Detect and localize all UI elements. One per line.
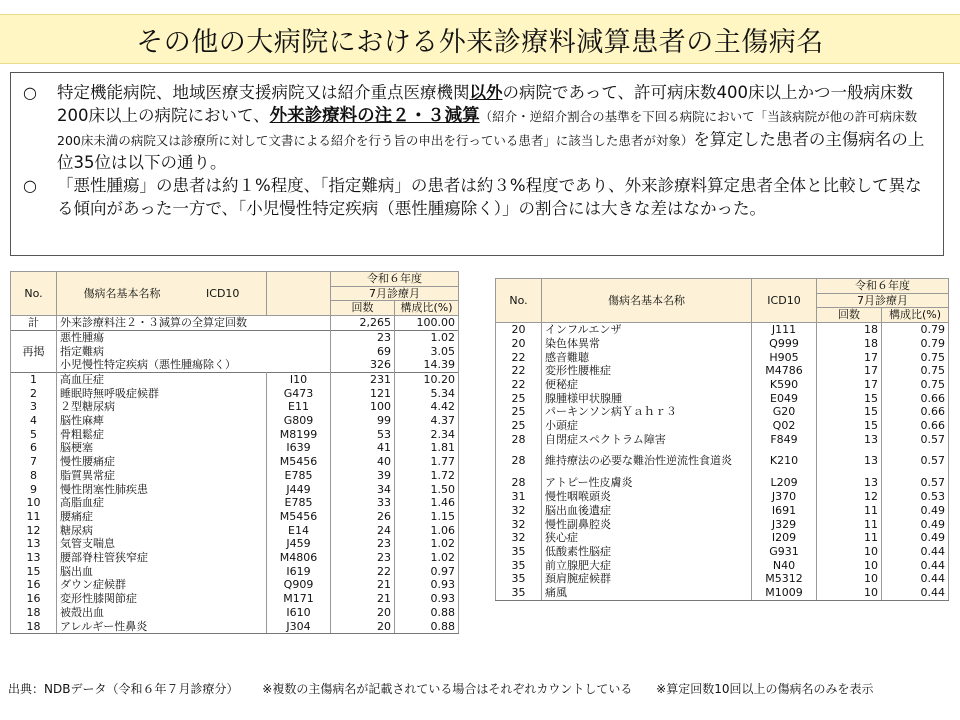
row-icd: J449 xyxy=(267,483,331,497)
row-ratio: 4.37 xyxy=(395,414,459,428)
row-no: 9 xyxy=(11,483,57,497)
row-icd: G931 xyxy=(752,545,817,559)
row-name: 痛風 xyxy=(542,586,752,600)
table-row xyxy=(11,606,459,620)
row-name: 骨粗鬆症 xyxy=(57,428,267,442)
row-count: 13 xyxy=(817,446,882,476)
row-count: 10 xyxy=(817,572,882,586)
recap-row xyxy=(11,345,459,359)
row-icd: M8199 xyxy=(267,428,331,442)
table-row xyxy=(11,400,459,414)
row-icd: H905 xyxy=(752,351,817,365)
footer-note-1: ※複数の主傷病名が記載されている場合はそれぞれカウントしている xyxy=(262,682,633,696)
header-name-label: 傷病名基本名称 xyxy=(83,286,161,300)
summary-row xyxy=(11,316,459,331)
row-ratio: 0.88 xyxy=(395,606,459,620)
row-icd: Q999 xyxy=(752,337,817,351)
row-no: 7 xyxy=(11,455,57,469)
row-name: 低酸素性脳症 xyxy=(542,545,752,559)
header-month: 7月診療月 xyxy=(817,293,949,308)
recap-label: 再掲 xyxy=(11,330,57,372)
row-count: 231 xyxy=(331,372,395,386)
table-row xyxy=(496,559,949,573)
row-name: 維持療法の必要な難治性逆流性食道炎 xyxy=(542,446,752,476)
row-ratio: 14.39 xyxy=(395,358,459,372)
row-icd: E785 xyxy=(267,496,331,510)
row-icd: I619 xyxy=(267,565,331,579)
note-text: を算定した患者の主傷病名の上位35位は以下の通り。 xyxy=(57,130,925,172)
table-row xyxy=(496,337,949,351)
row-name: 気管支喘息 xyxy=(57,537,267,551)
row-icd: G20 xyxy=(752,405,817,419)
note-emphasis: 外来診療料の注２・３減算 xyxy=(269,106,480,126)
row-count: 12 xyxy=(817,490,882,504)
row-ratio: 0.49 xyxy=(882,518,949,532)
row-no: 15 xyxy=(11,565,57,579)
row-no: 13 xyxy=(11,551,57,565)
row-name: 慢性副鼻腔炎 xyxy=(542,518,752,532)
row-no: 28 xyxy=(496,433,542,447)
row-count: 24 xyxy=(331,524,395,538)
row-name: 高血圧症 xyxy=(57,372,267,386)
row-icd: E785 xyxy=(267,469,331,483)
table-row xyxy=(11,455,459,469)
row-name: 睡眠時無呼吸症候群 xyxy=(57,387,267,401)
row-count: 41 xyxy=(331,441,395,455)
row-count: 326 xyxy=(331,358,395,372)
table-row xyxy=(496,351,949,365)
table-row xyxy=(496,392,949,406)
row-count: 17 xyxy=(817,351,882,365)
row-name: 外来診療料注２・３減算の全算定回数 xyxy=(57,316,331,331)
row-name: 慢性腰痛症 xyxy=(57,455,267,469)
row-ratio: 1.02 xyxy=(395,537,459,551)
note-text: 特定機能病院、地域医療支援病院又は紹介重点医療機関 xyxy=(57,83,470,102)
row-name: 脳出血 xyxy=(57,565,267,579)
table-row xyxy=(11,496,459,510)
row-ratio: 2.34 xyxy=(395,428,459,442)
row-no: 11 xyxy=(11,510,57,524)
row-no: 35 xyxy=(496,572,542,586)
row-name: 前立腺肥大症 xyxy=(542,559,752,573)
bullet-icon: ○ xyxy=(23,176,37,195)
table-row xyxy=(11,387,459,401)
row-no: 32 xyxy=(496,531,542,545)
row-no: 2 xyxy=(11,387,57,401)
row-no: 18 xyxy=(11,606,57,620)
row-ratio: 0.44 xyxy=(882,559,949,573)
row-no: 計 xyxy=(11,316,57,331)
row-count: 33 xyxy=(331,496,395,510)
row-name: 狭心症 xyxy=(542,531,752,545)
row-no: 22 xyxy=(496,378,542,392)
row-name: 脳性麻痺 xyxy=(57,414,267,428)
row-count: 40 xyxy=(331,455,395,469)
row-count: 18 xyxy=(817,337,882,351)
row-ratio: 1.15 xyxy=(395,510,459,524)
row-ratio: 0.75 xyxy=(882,378,949,392)
footer-note-2: ※算定回数10回以上の傷病名のみを表示 xyxy=(656,682,874,696)
row-name: 変形性膝関節症 xyxy=(57,592,267,606)
row-ratio: 0.79 xyxy=(882,337,949,351)
row-icd: M1009 xyxy=(752,586,817,600)
row-no: 35 xyxy=(496,559,542,573)
header-month: 7月診療月 xyxy=(331,286,459,301)
row-count: 21 xyxy=(331,592,395,606)
page-title: その他の大病院における外来診療料減算患者の主傷病名 xyxy=(0,14,960,64)
row-name: アトピー性皮膚炎 xyxy=(542,476,752,490)
table-row xyxy=(496,446,949,476)
row-icd: N40 xyxy=(752,559,817,573)
row-ratio: 1.06 xyxy=(395,524,459,538)
row-no: 8 xyxy=(11,469,57,483)
row-ratio: 1.50 xyxy=(395,483,459,497)
row-icd: J370 xyxy=(752,490,817,504)
row-count: 20 xyxy=(331,620,395,634)
row-icd: M4786 xyxy=(752,364,817,378)
row-name: パーキンソン病Ｙａｈｒ３ xyxy=(542,405,752,419)
row-icd: J459 xyxy=(267,537,331,551)
row-ratio: 1.02 xyxy=(395,330,459,344)
row-name: ダウン症候群 xyxy=(57,578,267,592)
note-emphasis: 以外 xyxy=(469,83,503,102)
row-count: 69 xyxy=(331,345,395,359)
row-ratio: 0.93 xyxy=(395,578,459,592)
row-no: 22 xyxy=(496,351,542,365)
row-name: 腰痛症 xyxy=(57,510,267,524)
row-ratio: 0.57 xyxy=(882,446,949,476)
row-name: 腺腫様甲状腺腫 xyxy=(542,392,752,406)
row-ratio: 0.66 xyxy=(882,392,949,406)
row-ratio: 0.79 xyxy=(882,323,949,337)
table-row xyxy=(496,504,949,518)
row-icd: M5456 xyxy=(267,455,331,469)
row-count: 23 xyxy=(331,537,395,551)
table-row xyxy=(11,372,459,386)
row-ratio: 1.02 xyxy=(395,551,459,565)
row-icd: I10 xyxy=(267,372,331,386)
row-count: 11 xyxy=(817,518,882,532)
header-count: 回数 xyxy=(331,301,395,316)
row-count: 23 xyxy=(331,551,395,565)
table-row xyxy=(496,433,949,447)
row-name: 腰部脊柱管狭窄症 xyxy=(57,551,267,565)
header-name: 傷病名基本名称 xyxy=(542,279,752,323)
row-count: 15 xyxy=(817,405,882,419)
row-count: 17 xyxy=(817,364,882,378)
row-icd: E14 xyxy=(267,524,331,538)
row-ratio: 4.42 xyxy=(395,400,459,414)
row-icd: I610 xyxy=(267,606,331,620)
row-count: 26 xyxy=(331,510,395,524)
row-icd: I209 xyxy=(752,531,817,545)
row-count: 11 xyxy=(817,504,882,518)
row-icd: G809 xyxy=(267,414,331,428)
recap-row xyxy=(11,358,459,372)
row-count: 39 xyxy=(331,469,395,483)
row-icd: J329 xyxy=(752,518,817,532)
table-row xyxy=(11,510,459,524)
table-row xyxy=(496,572,949,586)
table-row xyxy=(11,524,459,538)
row-no: 32 xyxy=(496,504,542,518)
left-disease-table xyxy=(10,271,459,634)
row-icd: M4806 xyxy=(267,551,331,565)
row-count: 10 xyxy=(817,559,882,573)
row-name: 被殻出血 xyxy=(57,606,267,620)
header-name xyxy=(57,272,267,316)
row-no: 28 xyxy=(496,446,542,476)
row-icd: K590 xyxy=(752,378,817,392)
row-count: 15 xyxy=(817,419,882,433)
row-name: 指定難病 xyxy=(57,345,331,359)
row-no: 20 xyxy=(496,323,542,337)
row-icd: G473 xyxy=(267,387,331,401)
row-no: 18 xyxy=(11,620,57,634)
row-name: 感音難聴 xyxy=(542,351,752,365)
row-no: 16 xyxy=(11,592,57,606)
row-icd: M5312 xyxy=(752,572,817,586)
row-ratio: 0.88 xyxy=(395,620,459,634)
row-ratio: 3.05 xyxy=(395,345,459,359)
row-ratio: 0.75 xyxy=(882,351,949,365)
row-ratio: 1.46 xyxy=(395,496,459,510)
row-icd: E049 xyxy=(752,392,817,406)
header-no: No. xyxy=(496,279,542,323)
row-no: 5 xyxy=(11,428,57,442)
row-name: 頚肩腕症候群 xyxy=(542,572,752,586)
row-count: 13 xyxy=(817,476,882,490)
row-ratio: 0.49 xyxy=(882,531,949,545)
bullet-icon: ○ xyxy=(23,83,37,102)
row-ratio: 0.66 xyxy=(882,405,949,419)
table-row xyxy=(11,428,459,442)
row-no: 10 xyxy=(11,496,57,510)
row-no: 35 xyxy=(496,586,542,600)
row-name: 高脂血症 xyxy=(57,496,267,510)
row-icd: I639 xyxy=(267,441,331,455)
row-no: 25 xyxy=(496,419,542,433)
row-no: 25 xyxy=(496,392,542,406)
row-count: 22 xyxy=(331,565,395,579)
row-ratio: 0.93 xyxy=(395,592,459,606)
row-ratio: 0.97 xyxy=(395,565,459,579)
row-no: 3 xyxy=(11,400,57,414)
header-count: 回数 xyxy=(817,308,882,323)
row-name: 慢性閉塞性肺疾患 xyxy=(57,483,267,497)
header-icd: ICD10 xyxy=(752,279,817,323)
row-ratio: 1.81 xyxy=(395,441,459,455)
row-no: 6 xyxy=(11,441,57,455)
table-row xyxy=(11,551,459,565)
table-row xyxy=(496,378,949,392)
summary-notes xyxy=(10,72,944,256)
row-ratio: 0.44 xyxy=(882,586,949,600)
row-icd: M5456 xyxy=(267,510,331,524)
header-ratio: 構成比(%) xyxy=(882,308,949,323)
table-row xyxy=(496,518,949,532)
row-icd: Q02 xyxy=(752,419,817,433)
row-no: 20 xyxy=(496,337,542,351)
row-no: 1 xyxy=(11,372,57,386)
footer xyxy=(8,680,894,697)
row-icd: J111 xyxy=(752,323,817,337)
header-icd-label: ICD10 xyxy=(206,286,240,300)
table-row xyxy=(496,364,949,378)
row-count: 15 xyxy=(817,392,882,406)
row-no: 4 xyxy=(11,414,57,428)
row-no: 12 xyxy=(11,524,57,538)
table-row xyxy=(11,592,459,606)
row-ratio: 0.44 xyxy=(882,545,949,559)
table-row xyxy=(11,441,459,455)
row-name: 小児慢性特定疾病（悪性腫瘍除く） xyxy=(57,358,331,372)
row-count: 21 xyxy=(331,578,395,592)
row-name: インフルエンザ xyxy=(542,323,752,337)
table-row xyxy=(496,405,949,419)
row-name: 便秘症 xyxy=(542,378,752,392)
note-paragraph-1 xyxy=(23,81,931,174)
table-row xyxy=(496,586,949,600)
row-icd: F849 xyxy=(752,433,817,447)
row-count: 10 xyxy=(817,586,882,600)
note-paragraph-2 xyxy=(23,174,931,220)
row-count: 13 xyxy=(817,433,882,447)
row-icd: M171 xyxy=(267,592,331,606)
row-count: 10 xyxy=(817,545,882,559)
row-icd: K210 xyxy=(752,446,817,476)
table-row xyxy=(496,323,949,337)
row-name: アレルギー性鼻炎 xyxy=(57,620,267,634)
row-count: 2,265 xyxy=(331,316,395,331)
row-count: 99 xyxy=(331,414,395,428)
row-name: 慢性咽喉頭炎 xyxy=(542,490,752,504)
header-era: 令和６年度 xyxy=(331,272,459,287)
footer-source: 出典：NDBデータ（令和６年７月診療分） xyxy=(8,682,239,696)
row-icd: J304 xyxy=(267,620,331,634)
row-count: 11 xyxy=(817,531,882,545)
row-name: 染色体異常 xyxy=(542,337,752,351)
note-text: の病院であって、許可病床数400床以上かつ一般病床数200床以上の病院において、 xyxy=(57,83,913,125)
recap-row xyxy=(11,330,459,344)
row-icd: Q909 xyxy=(267,578,331,592)
row-no: 35 xyxy=(496,545,542,559)
row-name: ２型糖尿病 xyxy=(57,400,267,414)
row-no: 25 xyxy=(496,405,542,419)
row-name: 糖尿病 xyxy=(57,524,267,538)
header-ratio: 構成比(%) xyxy=(395,301,459,316)
row-ratio: 5.34 xyxy=(395,387,459,401)
row-no: 22 xyxy=(496,364,542,378)
row-ratio: 0.53 xyxy=(882,490,949,504)
row-count: 18 xyxy=(817,323,882,337)
right-disease-table xyxy=(495,278,949,601)
header-era: 令和６年度 xyxy=(817,279,949,294)
row-count: 20 xyxy=(331,606,395,620)
row-no: 31 xyxy=(496,490,542,504)
row-count: 121 xyxy=(331,387,395,401)
table-row xyxy=(11,578,459,592)
row-no: 32 xyxy=(496,518,542,532)
note-text: 「悪性腫瘍」の患者は約１%程度、「指定難病」の患者は約３%程度であり、外来診療料算定患者全体と比較して異なる傾向があった一方で、「小児慢性特定疾病（悪性腫瘍除く）」の割合には大きな差はなかった。 xyxy=(57,176,922,218)
row-ratio: 1.72 xyxy=(395,469,459,483)
row-no: 28 xyxy=(496,476,542,490)
table-row xyxy=(11,537,459,551)
table-row xyxy=(11,469,459,483)
table-row xyxy=(496,476,949,490)
table-row xyxy=(496,419,949,433)
row-no: 16 xyxy=(11,578,57,592)
table-row xyxy=(496,531,949,545)
row-count: 53 xyxy=(331,428,395,442)
table-row xyxy=(11,565,459,579)
row-ratio: 0.66 xyxy=(882,419,949,433)
row-ratio: 0.57 xyxy=(882,433,949,447)
row-name: 変形性腰椎症 xyxy=(542,364,752,378)
row-ratio: 0.57 xyxy=(882,476,949,490)
table-row xyxy=(496,545,949,559)
row-name: 自閉症スペクトラム障害 xyxy=(542,433,752,447)
row-ratio: 10.20 xyxy=(395,372,459,386)
header-no: No. xyxy=(11,272,57,316)
row-icd: L209 xyxy=(752,476,817,490)
row-name: 悪性腫瘍 xyxy=(57,330,331,344)
row-name: 小頭症 xyxy=(542,419,752,433)
row-ratio: 1.77 xyxy=(395,455,459,469)
note-small-text: （紹介・逆紹介割合の基準を下回る病院において「当該病院が他の許可病床数200床未満の病院又は診療所に対して文書による紹介を行う旨の申出を行っている患者」に該当した患者が対象） xyxy=(57,109,918,148)
row-name: 脳梗塞 xyxy=(57,441,267,455)
table-row xyxy=(11,620,459,634)
row-icd: I691 xyxy=(752,504,817,518)
row-icd: E11 xyxy=(267,400,331,414)
row-count: 34 xyxy=(331,483,395,497)
table-row xyxy=(11,483,459,497)
row-count: 17 xyxy=(817,378,882,392)
row-no: 13 xyxy=(11,537,57,551)
row-ratio: 0.44 xyxy=(882,572,949,586)
row-count: 100 xyxy=(331,400,395,414)
row-ratio: 0.49 xyxy=(882,504,949,518)
table-row xyxy=(11,414,459,428)
row-name: 脂質異常症 xyxy=(57,469,267,483)
row-count: 23 xyxy=(331,330,395,344)
row-name: 脳出血後遺症 xyxy=(542,504,752,518)
row-ratio: 100.00 xyxy=(395,316,459,331)
table-row xyxy=(496,490,949,504)
row-ratio: 0.75 xyxy=(882,364,949,378)
